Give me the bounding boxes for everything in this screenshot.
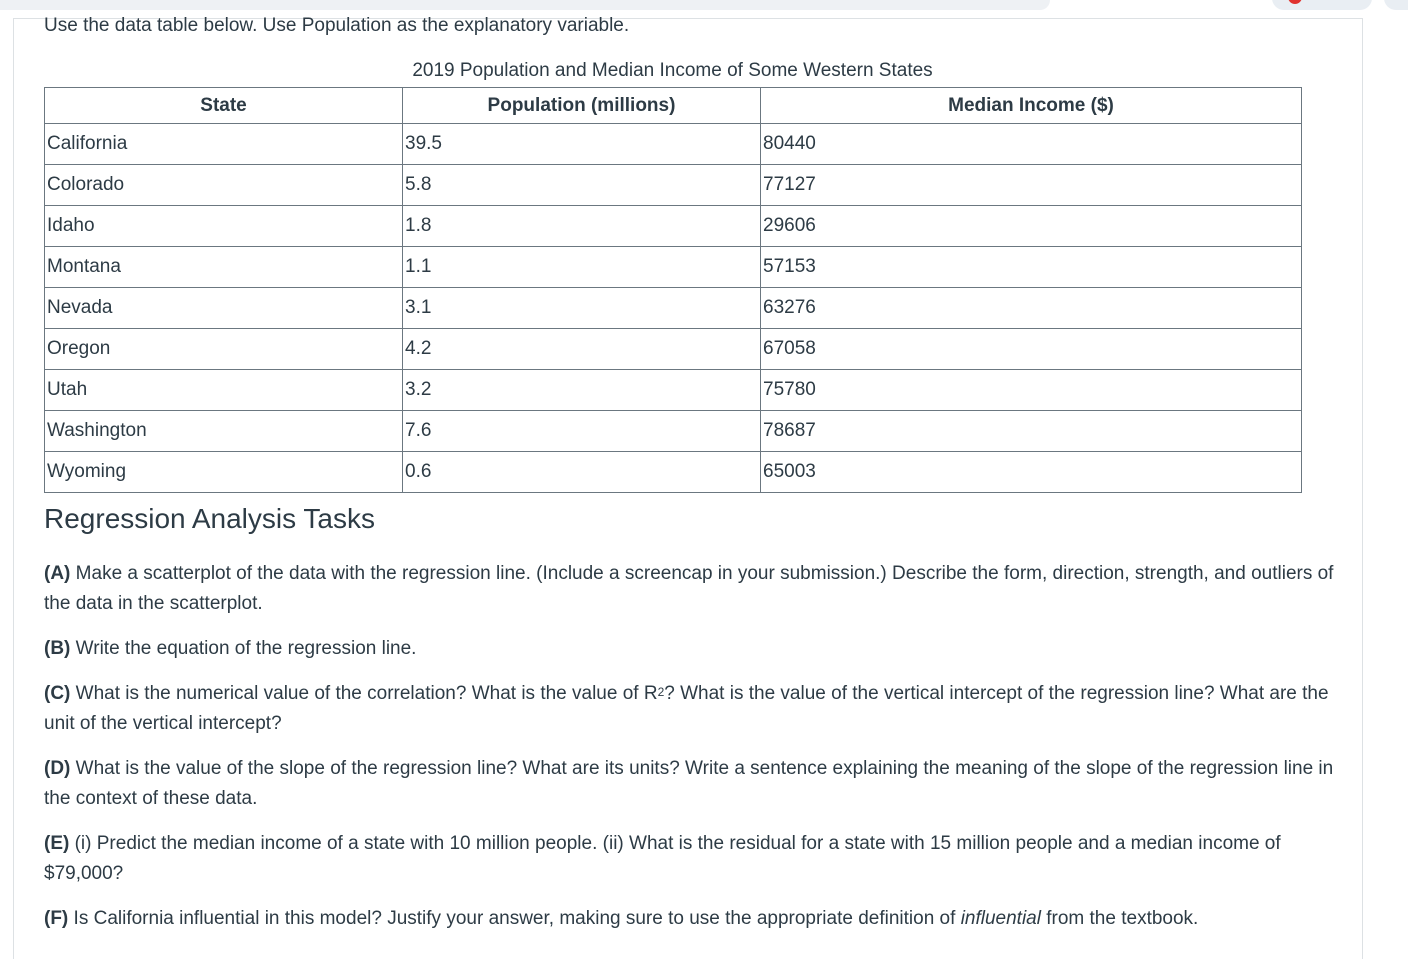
cell-income: 75780: [761, 370, 1302, 411]
cell-state: California: [45, 124, 403, 165]
task-c-label: (C): [44, 683, 71, 704]
table-row: [45, 206, 1302, 247]
table-row: [45, 370, 1302, 411]
cell-income: 80440: [761, 124, 1302, 165]
task-c: [44, 679, 1344, 739]
cell-state: Nevada: [45, 288, 403, 329]
task-b-text: Write the equation of the regression line.: [70, 638, 417, 659]
top-strip-bar: [0, 0, 1050, 10]
header-state: State: [45, 88, 403, 124]
toolbar-pill[interactable]: [1272, 0, 1372, 10]
table-header-row: [45, 88, 1302, 124]
cell-income: 77127: [761, 165, 1302, 206]
task-d: [44, 754, 1344, 814]
cell-population: 0.6: [403, 452, 761, 493]
cell-income: 78687: [761, 411, 1302, 452]
task-b-label: (B): [44, 638, 71, 659]
cell-state: Utah: [45, 370, 403, 411]
task-d-label: (D): [44, 758, 71, 779]
task-e-label: (E): [44, 833, 70, 854]
header-median-income: Median Income ($): [761, 88, 1302, 124]
cell-income: 67058: [761, 329, 1302, 370]
cell-state: Washington: [45, 411, 403, 452]
table-row: [45, 329, 1302, 370]
cell-population: 1.1: [403, 247, 761, 288]
cell-population: 7.6: [403, 411, 761, 452]
intro-text: Use the data table below. Use Population as the explanatory variable.: [44, 15, 630, 36]
task-c-text-2: ? What is the value of the vertical intercept of the regression line? What are the unit of the vertical intercept?: [44, 683, 1329, 734]
table-row: [45, 124, 1302, 165]
cell-income: 65003: [761, 452, 1302, 493]
table-row: [45, 247, 1302, 288]
cell-state: Montana: [45, 247, 403, 288]
task-c-superscript: 2: [657, 685, 665, 699]
toolbar-pill-secondary[interactable]: [1384, 0, 1408, 10]
table-row: [45, 165, 1302, 206]
task-b: [44, 634, 1344, 664]
task-a-label: (A): [44, 563, 71, 584]
task-f-text-1: Is California influential in this model? Justify your answer, making sure to use the appropriate definition of: [68, 908, 961, 929]
cell-population: 1.8: [403, 206, 761, 247]
task-f-label: (F): [44, 908, 69, 929]
task-a-text: Make a scatterplot of the data with the regression line. (Include a screencap in your submission.) Describe the form, direction, strength, and outliers of the data in the scatterplot.: [44, 563, 1334, 614]
task-e-text: (i) Predict the median income of a state with 10 million people. (ii) What is the residual for a state with 15 million people and a median income of $79,000?: [44, 833, 1281, 884]
cell-income: 63276: [761, 288, 1302, 329]
task-a: [44, 559, 1344, 619]
cell-income: 29606: [761, 206, 1302, 247]
cell-population: 5.8: [403, 165, 761, 206]
cell-state: Colorado: [45, 165, 403, 206]
cell-state: Idaho: [45, 206, 403, 247]
task-c-text-1: What is the numerical value of the correlation? What is the value of R: [70, 683, 658, 704]
section-title: Regression Analysis Tasks: [44, 503, 375, 534]
table-row: [45, 452, 1302, 493]
cell-population: 4.2: [403, 329, 761, 370]
cell-income: 57153: [761, 247, 1302, 288]
task-f-text-2: from the textbook.: [1040, 908, 1199, 929]
task-d-text: What is the value of the slope of the regression line? What are its units? Write a sentence explaining the meaning of the slope of the regression line in the context of these data.: [44, 758, 1334, 809]
table-caption: 2019 Population and Median Income of Some Western States: [412, 60, 933, 81]
browser-top-strip: [0, 0, 1408, 12]
cell-state: Oregon: [45, 329, 403, 370]
cell-population: 3.1: [403, 288, 761, 329]
cell-population: 39.5: [403, 124, 761, 165]
cell-population: 3.2: [403, 370, 761, 411]
task-f-italic: influential: [960, 908, 1041, 929]
table-row: [45, 411, 1302, 452]
data-table: [44, 87, 1302, 493]
task-f: [44, 904, 1344, 934]
cell-state: Wyoming: [45, 452, 403, 493]
table-row: [45, 288, 1302, 329]
header-population: Population (millions): [403, 88, 761, 124]
task-e: [44, 829, 1344, 889]
